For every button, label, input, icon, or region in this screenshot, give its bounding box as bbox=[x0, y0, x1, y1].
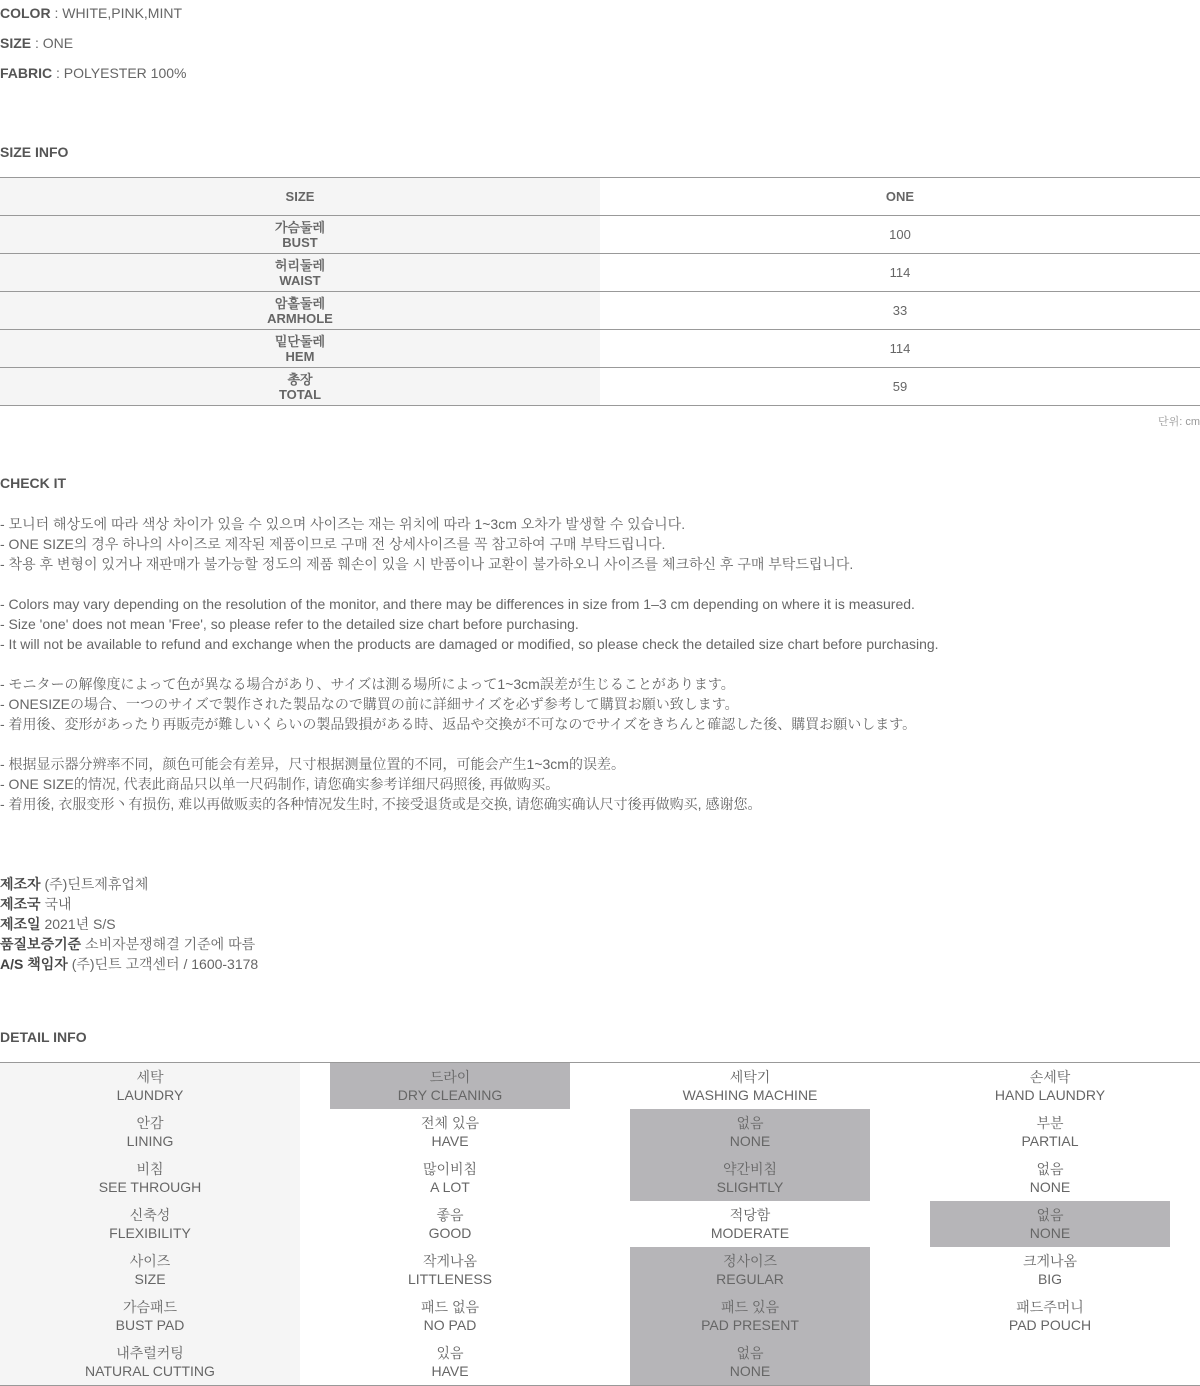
spec-value: POLYESTER 100% bbox=[63, 65, 187, 81]
note-gap bbox=[0, 734, 939, 754]
size-header-value: ONE bbox=[885, 189, 915, 204]
note-gap bbox=[0, 574, 939, 594]
table-row bbox=[0, 1155, 1200, 1201]
note-line: - It will not be available to refund and exchange when the products are damaged or modified, so please check the detailed size chart before purchasing. bbox=[0, 636, 939, 652]
option-ko: 정사이즈 bbox=[722, 1253, 778, 1269]
label-ko: 신축성 bbox=[129, 1207, 171, 1223]
option-ko: 부분 bbox=[1036, 1115, 1064, 1131]
label-en: NATURAL CUTTING bbox=[85, 1363, 215, 1379]
option-en: LITTLENESS bbox=[407, 1271, 493, 1287]
label-ko: 밑단둘레 bbox=[274, 333, 326, 349]
option-en: MODERATE bbox=[710, 1225, 790, 1241]
label-ko: 세탁 bbox=[136, 1069, 164, 1085]
note-line: - 모니터 해상도에 따라 색상 차이가 있을 수 있으며 사이즈는 재는 위치에 따라 1~3cm 오차가 발생할 수 있습니다. bbox=[0, 516, 686, 532]
detail-row-label bbox=[0, 1247, 300, 1293]
detail-option-selected bbox=[600, 1339, 900, 1385]
option-en: HAND LAUNDRY bbox=[994, 1087, 1106, 1103]
maker-line bbox=[0, 874, 258, 894]
option-ko: 드라이 bbox=[429, 1069, 471, 1085]
maker-line bbox=[0, 934, 258, 954]
note-line: - ONESIZEの場合、一つのサイズで製作された製品なので購買の前に詳細サイズを必ず参考して購買お願い致します。 bbox=[0, 696, 739, 712]
detail-row-label bbox=[0, 1339, 300, 1385]
detail-option bbox=[900, 1063, 1200, 1109]
option-ko: 작게나옴 bbox=[422, 1253, 478, 1269]
detail-option bbox=[300, 1201, 600, 1247]
option-ko: 패드 있음 bbox=[721, 1299, 779, 1315]
option-en: PAD POUCH bbox=[1008, 1317, 1092, 1333]
size-row-value: 33 bbox=[892, 303, 908, 318]
option-ko: 적당함 bbox=[729, 1207, 771, 1223]
detail-info-title: DETAIL INFO bbox=[0, 1029, 87, 1045]
option-en: REGULAR bbox=[716, 1271, 784, 1287]
spec-color: COLOR : WHITE,PINK,MINT bbox=[0, 5, 183, 21]
table-row bbox=[0, 254, 1200, 292]
option-ko: 패드 없음 bbox=[421, 1299, 479, 1315]
maker-line bbox=[0, 894, 258, 914]
option-en: SLIGHTLY bbox=[716, 1179, 784, 1195]
note-line: - Size 'one' does not mean 'Free', so please refer to the detailed size chart before purchasing. bbox=[0, 616, 579, 632]
option-en: GOOD bbox=[428, 1225, 472, 1241]
maker-value: 2021년 S/S bbox=[44, 916, 116, 932]
note-line: - 着用後、変形があったり再販売が難しいくらいの製品毀損がある時、返品や交換が不可なのでサイズをきちんと確認した後、購買お願いします。 bbox=[0, 716, 917, 732]
note-gap bbox=[0, 654, 939, 674]
maker-label: 품질보증기준 bbox=[0, 936, 82, 952]
option-en: BIG bbox=[1037, 1271, 1063, 1287]
option-en: PARTIAL bbox=[1021, 1133, 1079, 1149]
size-row-value: 59 bbox=[892, 379, 908, 394]
detail-option-selected bbox=[600, 1293, 900, 1339]
table-row bbox=[0, 368, 1200, 406]
maker-info bbox=[0, 874, 258, 974]
table-row bbox=[0, 330, 1200, 368]
spec-label: SIZE bbox=[0, 35, 32, 51]
table-row bbox=[0, 1063, 1200, 1109]
maker-value: 소비자분쟁해결 기준에 따름 bbox=[85, 936, 256, 952]
label-ko: 총장 bbox=[287, 371, 313, 387]
option-en: NONE bbox=[1029, 1225, 1071, 1241]
label-en: SEE THROUGH bbox=[98, 1179, 202, 1195]
detail-option bbox=[900, 1109, 1200, 1155]
detail-row-label bbox=[0, 1109, 300, 1155]
maker-value: (주)딘트제휴업체 bbox=[44, 876, 149, 892]
unit-note: 단위: cm bbox=[1157, 416, 1200, 428]
detail-option-selected bbox=[900, 1201, 1200, 1247]
table-row bbox=[0, 1201, 1200, 1247]
size-table bbox=[0, 177, 1200, 406]
label-en: WAIST bbox=[279, 272, 321, 288]
option-en: A LOT bbox=[430, 1179, 470, 1195]
option-ko: 없음 bbox=[736, 1115, 764, 1131]
size-header-label: SIZE bbox=[0, 178, 600, 215]
spec-label: FABRIC bbox=[0, 65, 53, 81]
maker-label: 제조자 bbox=[0, 876, 41, 892]
size-row-label bbox=[0, 330, 600, 367]
spec-fabric: FABRIC : POLYESTER 100% bbox=[0, 65, 187, 81]
option-ko: 약간비침 bbox=[722, 1161, 778, 1177]
note-line: - 着用後, 衣服变形丶有损伤, 难以再做贩卖的各种情况发生时, 不接受退货或是交换, 请您确实确认尺寸後再做购买, 感谢您。 bbox=[0, 796, 762, 812]
detail-option bbox=[300, 1155, 600, 1201]
option-ko: 세탁기 bbox=[729, 1069, 771, 1085]
detail-option-selected bbox=[600, 1109, 900, 1155]
check-it-notes bbox=[0, 514, 939, 814]
label-en: ARMHOLE bbox=[267, 310, 333, 326]
detail-option-selected bbox=[600, 1247, 900, 1293]
maker-line bbox=[0, 954, 258, 974]
check-it-title: CHECK IT bbox=[0, 475, 67, 491]
option-en: DRY CLEANING bbox=[397, 1087, 503, 1103]
detail-option-selected bbox=[600, 1155, 900, 1201]
size-row-label bbox=[0, 254, 600, 291]
detail-option bbox=[600, 1063, 900, 1109]
size-row-value: 100 bbox=[889, 227, 911, 242]
size-row-label bbox=[0, 368, 600, 405]
option-en: HAVE bbox=[431, 1363, 469, 1379]
table-row bbox=[0, 1109, 1200, 1155]
detail-row-label bbox=[0, 1293, 300, 1339]
note-line: - ONE SIZE의 경우 하나의 사이즈로 제작된 제품이므로 구매 전 상세사이즈를 꼭 참고하여 구매 부탁드립니다. bbox=[0, 536, 666, 552]
detail-option bbox=[900, 1155, 1200, 1201]
note-line: - 착용 후 변형이 있거나 재판매가 불가능할 정도의 제품 훼손이 있을 시 반품이나 교환이 불가하오니 사이즈를 체크하신 후 구매 부탁드립니다. bbox=[0, 556, 854, 572]
label-ko: 사이즈 bbox=[129, 1253, 171, 1269]
size-row-label bbox=[0, 292, 600, 329]
option-ko: 크게나옴 bbox=[1022, 1253, 1078, 1269]
spec-size: SIZE : ONE bbox=[0, 35, 74, 51]
label-ko: 비침 bbox=[136, 1161, 164, 1177]
option-en: NO PAD bbox=[423, 1317, 477, 1333]
detail-option bbox=[900, 1339, 1200, 1385]
note-line: - ONE SIZE的情况, 代表此商品只以单一尺码制作, 请您确实参考详细尺码照後, 再做购买。 bbox=[0, 776, 560, 792]
label-en: TOTAL bbox=[278, 386, 322, 402]
label-ko: 가슴패드 bbox=[122, 1299, 178, 1315]
option-ko: 패드주머니 bbox=[1016, 1299, 1084, 1315]
spec-value: WHITE,PINK,MINT bbox=[62, 5, 183, 21]
label-en: LAUNDRY bbox=[116, 1087, 184, 1103]
detail-option bbox=[300, 1339, 600, 1385]
size-row-value: 114 bbox=[889, 265, 911, 280]
option-ko: 있음 bbox=[436, 1345, 464, 1361]
size-table-header bbox=[0, 178, 1200, 216]
option-en: WASHING MACHINE bbox=[682, 1087, 818, 1103]
option-ko: 없음 bbox=[1036, 1207, 1064, 1223]
option-ko: 없음 bbox=[736, 1345, 764, 1361]
table-row bbox=[0, 1247, 1200, 1293]
spec-value: ONE bbox=[42, 35, 74, 51]
size-row-value: 114 bbox=[889, 341, 911, 356]
option-ko: 많이비침 bbox=[422, 1161, 478, 1177]
detail-option bbox=[300, 1247, 600, 1293]
size-info-title: SIZE INFO bbox=[0, 144, 69, 160]
detail-option bbox=[600, 1201, 900, 1247]
table-row bbox=[0, 1339, 1200, 1385]
label-ko: 안감 bbox=[136, 1115, 164, 1131]
table-row bbox=[0, 216, 1200, 254]
detail-row-label bbox=[0, 1201, 300, 1247]
label-en: BUST bbox=[282, 234, 318, 250]
option-ko: 좋음 bbox=[436, 1207, 464, 1223]
detail-option bbox=[300, 1109, 600, 1155]
detail-row-label bbox=[0, 1155, 300, 1201]
maker-label: 제조일 bbox=[0, 916, 41, 932]
detail-option bbox=[300, 1293, 600, 1339]
note-line: - 根据显示器分辨率不同，颜色可能会有差异，尺寸根据测量位置的不同，可能会产生1~3cm的误差。 bbox=[0, 756, 625, 772]
maker-label: A/S 책임자 bbox=[0, 956, 68, 972]
detail-option bbox=[900, 1247, 1200, 1293]
maker-value: (주)딘트 고객센터 / 1600-3178 bbox=[71, 956, 259, 972]
option-en: PAD PRESENT bbox=[701, 1317, 799, 1333]
detail-row-label bbox=[0, 1063, 300, 1109]
label-ko: 내추럴커팅 bbox=[116, 1345, 184, 1361]
detail-table bbox=[0, 1062, 1200, 1386]
note-line: - Colors may vary depending on the resolution of the monitor, and there may be differences in size from 1–3 cm depending on where it is measured. bbox=[0, 596, 915, 612]
table-row bbox=[0, 292, 1200, 330]
label-en: BUST PAD bbox=[115, 1317, 185, 1333]
option-en: NONE bbox=[729, 1133, 771, 1149]
detail-option-selected bbox=[300, 1063, 600, 1109]
option-en: NONE bbox=[729, 1363, 771, 1379]
option-ko: 손세탁 bbox=[1029, 1069, 1071, 1085]
maker-label: 제조국 bbox=[0, 896, 41, 912]
option-en: NONE bbox=[1029, 1179, 1071, 1195]
spec-label: COLOR bbox=[0, 5, 51, 21]
label-en: FLEXIBILITY bbox=[109, 1225, 191, 1241]
option-ko: 없음 bbox=[1036, 1161, 1064, 1177]
detail-option bbox=[900, 1293, 1200, 1339]
maker-value: 국내 bbox=[44, 896, 72, 912]
option-ko: 전체 있음 bbox=[421, 1115, 479, 1131]
option-en: HAVE bbox=[431, 1133, 469, 1149]
label-ko: 가슴둘레 bbox=[274, 219, 326, 235]
label-en: SIZE bbox=[134, 1271, 166, 1287]
label-ko: 허리둘레 bbox=[274, 257, 326, 273]
note-line: - モニターの解像度によって色が異なる場合があり、サイズは測る場所によって1~3cm誤差が生じることがあります。 bbox=[0, 676, 735, 692]
label-en: LINING bbox=[126, 1133, 174, 1149]
table-row bbox=[0, 1293, 1200, 1339]
label-en: HEM bbox=[285, 348, 315, 364]
maker-line bbox=[0, 914, 258, 934]
size-row-label bbox=[0, 216, 600, 253]
label-ko: 암홀둘레 bbox=[274, 295, 326, 311]
